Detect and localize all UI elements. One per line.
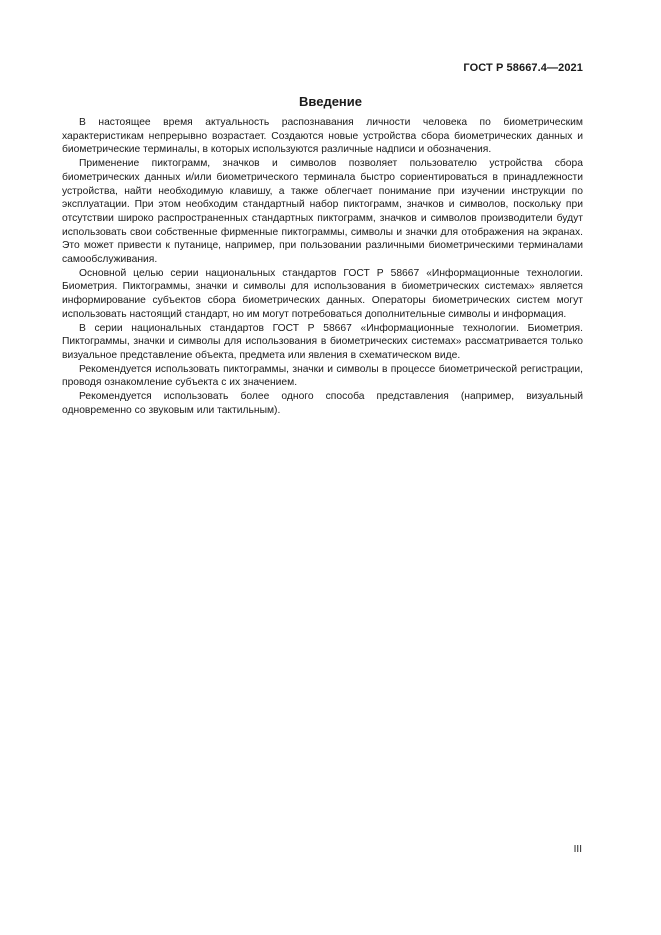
paragraph: В серии национальных стандартов ГОСТ Р 58667 «Информационные технологии. Биометрия. Пиктограммы, значки и символы для использования в биометрических системах» рассматривается только визуальное представление объекта, предмета или явления в схематическом виде. [62, 322, 583, 361]
paragraph: Применение пиктограмм, значков и символов позволяет пользователю устройства сбора биометрических данных и/или биометрического терминала быстро сориентироваться в принадлежности устройства, найти необходимую клавишу, а также облегчает понимание при изучении инструкции по эксплуатации. При этом необходим стандартный набор пиктограмм, значков и символов, поскольку при отсутствии широко распространенных стандартных пиктограмм, значков и символов производители будут использовать свои собственные фирменные пиктограммы, символы и значки для отображения на экранах. Это может привести к путанице, например, при пользовании различными биометрическими терминалами самообслуживания. [62, 158, 583, 266]
paragraph: Рекомендуется использовать пиктограммы, значки и символы в процессе биометрической регистрации, проводя ознакомление субъекта с их значением. [62, 363, 583, 389]
paragraph: Основной целью серии национальных стандартов ГОСТ Р 58667 «Информационные технологии. Биометрия. Пиктограммы, значки и символы для использования в биометрических системах» является информирование субъектов сбора биометрических данных. Операторы биометрических систем могут использовать настоящий стандарт, но им могут потребоваться дополнительные символы и информация. [62, 267, 583, 320]
paragraph: Рекомендуется использовать более одного способа представления (например, визуальный одновременно со звуковым или тактильным). [62, 391, 583, 416]
paragraph: В настоящее время актуальность распознавания личности человека по биометрическим характеристикам непрерывно возрастает. Создаются новые устройства сбора биометрических данных и биометрические терминалы, в которых используются различные надписи и обозначения. [62, 117, 583, 156]
page-number: III [573, 844, 582, 855]
section-title: Введение [299, 94, 362, 109]
introduction-body [62, 116, 583, 417]
document-standard-number: ГОСТ Р 58667.4—2021 [463, 62, 583, 74]
